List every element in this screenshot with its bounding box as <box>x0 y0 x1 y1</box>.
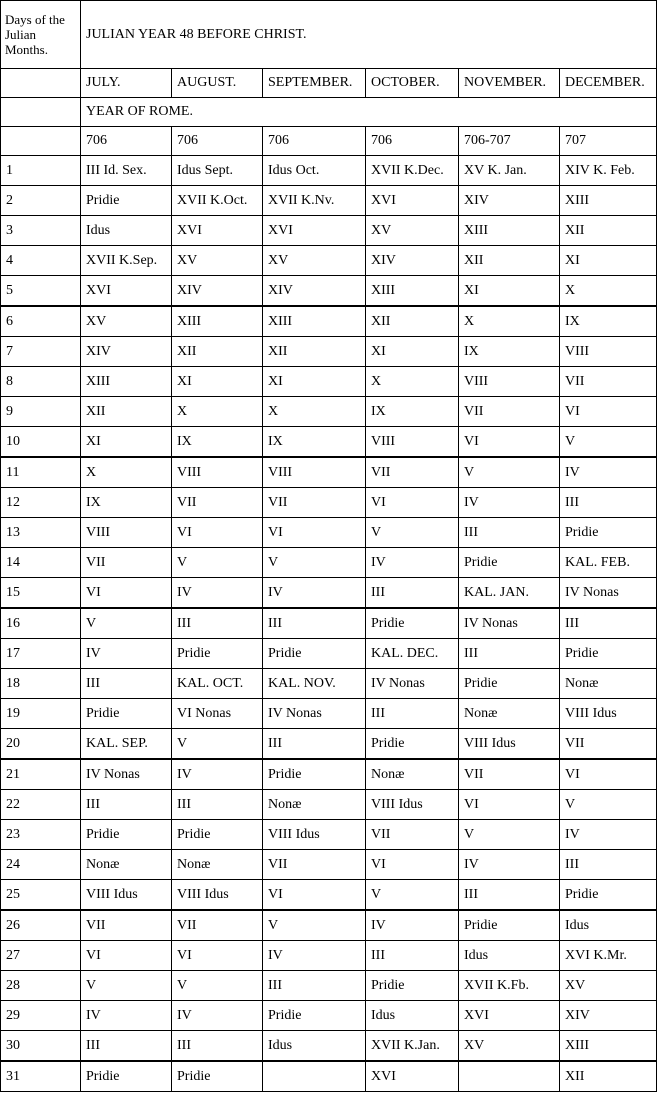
table-row <box>1 518 657 548</box>
date-cell-november: VI <box>459 790 560 820</box>
date-cell-july: IX <box>81 488 172 518</box>
date-cell-october: IV Nonas <box>366 669 459 699</box>
date-cell-november: IV Nonas <box>459 608 560 639</box>
date-cell-july: V <box>81 608 172 639</box>
date-cell-october: Pridie <box>366 729 459 760</box>
date-cell-july: Pridie <box>81 186 172 216</box>
year-october: 706 <box>366 127 459 156</box>
day-number: 31 <box>1 1061 81 1092</box>
month-header-december: DECEMBER. <box>560 69 657 98</box>
date-cell-september: XI <box>263 367 366 397</box>
date-cell-december: IV <box>560 820 657 850</box>
date-cell-july: IV <box>81 639 172 669</box>
date-cell-august: VI <box>172 941 263 971</box>
date-cell-december: VII <box>560 367 657 397</box>
year-label-empty <box>1 98 81 127</box>
date-cell-august: Nonæ <box>172 850 263 880</box>
date-cell-august: VII <box>172 488 263 518</box>
date-cell-september: XIV <box>263 276 366 307</box>
table-row <box>1 337 657 367</box>
date-cell-december: Nonæ <box>560 669 657 699</box>
date-cell-october: VI <box>366 488 459 518</box>
day-number: 28 <box>1 971 81 1001</box>
date-cell-october: XII <box>366 306 459 337</box>
date-cell-july: Pridie <box>81 1061 172 1092</box>
date-cell-september: VIII <box>263 457 366 488</box>
date-cell-november: Nonæ <box>459 699 560 729</box>
date-cell-december: IV <box>560 457 657 488</box>
day-number: 1 <box>1 156 81 186</box>
day-number: 16 <box>1 608 81 639</box>
date-cell-august: XIV <box>172 276 263 307</box>
date-cell-july: VI <box>81 941 172 971</box>
date-cell-september: XV <box>263 246 366 276</box>
date-cell-december: XII <box>560 1061 657 1092</box>
date-cell-july: III <box>81 790 172 820</box>
date-cell-august: XIII <box>172 306 263 337</box>
date-cell-july: Idus <box>81 216 172 246</box>
date-cell-november: Pridie <box>459 548 560 578</box>
date-cell-september: Idus <box>263 1031 366 1062</box>
day-number: 21 <box>1 759 81 790</box>
date-cell-december: V <box>560 790 657 820</box>
date-cell-july: XV <box>81 306 172 337</box>
date-cell-july: III <box>81 669 172 699</box>
date-cell-september: VIII Idus <box>263 820 366 850</box>
day-number: 24 <box>1 850 81 880</box>
table-row <box>1 850 657 880</box>
date-cell-september: Pridie <box>263 759 366 790</box>
table-row <box>1 639 657 669</box>
date-cell-october: XV <box>366 216 459 246</box>
date-cell-december: XVI K.Mr. <box>560 941 657 971</box>
date-cell-november: XVII K.Fb. <box>459 971 560 1001</box>
year-of-rome-row <box>1 98 657 127</box>
title-row <box>1 1 657 69</box>
date-cell-july: V <box>81 971 172 1001</box>
table-row <box>1 1001 657 1031</box>
date-cell-november: V <box>459 457 560 488</box>
date-cell-october: XIV <box>366 246 459 276</box>
date-cell-december: XIV K. Feb. <box>560 156 657 186</box>
date-cell-july: Nonæ <box>81 850 172 880</box>
date-cell-august: Pridie <box>172 820 263 850</box>
date-cell-september: XIII <box>263 306 366 337</box>
date-cell-november: XV <box>459 1031 560 1062</box>
month-header-october: OCTOBER. <box>366 69 459 98</box>
date-cell-december: VIII <box>560 337 657 367</box>
date-cell-december: KAL. FEB. <box>560 548 657 578</box>
date-cell-july: Pridie <box>81 699 172 729</box>
date-cell-september: XVII K.Nv. <box>263 186 366 216</box>
date-cell-august: IV <box>172 1001 263 1031</box>
date-cell-september: IV <box>263 578 366 609</box>
date-cell-september: XVI <box>263 216 366 246</box>
day-number: 20 <box>1 729 81 760</box>
date-cell-september: VI <box>263 518 366 548</box>
date-cell-october: VI <box>366 850 459 880</box>
date-cell-september: VII <box>263 850 366 880</box>
date-cell-october: III <box>366 578 459 609</box>
date-cell-july: XVII K.Sep. <box>81 246 172 276</box>
date-cell-october: VIII Idus <box>366 790 459 820</box>
day-number: 18 <box>1 669 81 699</box>
date-cell-november: Pridie <box>459 669 560 699</box>
date-cell-august: KAL. OCT. <box>172 669 263 699</box>
date-cell-august: XVI <box>172 216 263 246</box>
day-number: 9 <box>1 397 81 427</box>
date-cell-july: X <box>81 457 172 488</box>
date-cell-november: III <box>459 880 560 911</box>
date-cell-november: XII <box>459 246 560 276</box>
date-cell-september: Pridie <box>263 1001 366 1031</box>
date-cell-november: VI <box>459 427 560 458</box>
date-cell-november: XVI <box>459 1001 560 1031</box>
date-cell-october: V <box>366 518 459 548</box>
date-cell-october: XVI <box>366 1061 459 1092</box>
month-header-empty <box>1 69 81 98</box>
date-cell-december: VII <box>560 729 657 760</box>
table-row <box>1 759 657 790</box>
date-cell-august: XV <box>172 246 263 276</box>
date-cell-december: VI <box>560 397 657 427</box>
date-cell-december: XIII <box>560 1031 657 1062</box>
date-cell-november: VII <box>459 759 560 790</box>
date-cell-september: III <box>263 729 366 760</box>
date-cell-september: IV Nonas <box>263 699 366 729</box>
table-row <box>1 608 657 639</box>
date-cell-november: III <box>459 639 560 669</box>
month-header-july: JULY. <box>81 69 172 98</box>
date-cell-october: IV <box>366 910 459 941</box>
date-cell-november <box>459 1061 560 1092</box>
month-header-row <box>1 69 657 98</box>
date-cell-september: VII <box>263 488 366 518</box>
date-cell-september: III <box>263 971 366 1001</box>
date-cell-september: IV <box>263 941 366 971</box>
table-row <box>1 1061 657 1092</box>
date-cell-september: XII <box>263 337 366 367</box>
year-november: 706-707 <box>459 127 560 156</box>
table-row <box>1 156 657 186</box>
date-cell-july: XIV <box>81 337 172 367</box>
table-row <box>1 186 657 216</box>
table-row <box>1 820 657 850</box>
date-cell-august: VI <box>172 518 263 548</box>
date-cell-november: XIV <box>459 186 560 216</box>
day-number: 11 <box>1 457 81 488</box>
date-cell-july: IV <box>81 1001 172 1031</box>
day-number: 27 <box>1 941 81 971</box>
date-cell-september: IX <box>263 427 366 458</box>
date-cell-august: V <box>172 729 263 760</box>
date-cell-july: VII <box>81 910 172 941</box>
table-row <box>1 306 657 337</box>
year-august: 706 <box>172 127 263 156</box>
date-cell-august: III <box>172 790 263 820</box>
date-cell-september: Nonæ <box>263 790 366 820</box>
table-row <box>1 246 657 276</box>
date-cell-july: IV Nonas <box>81 759 172 790</box>
date-cell-august: XI <box>172 367 263 397</box>
day-number: 12 <box>1 488 81 518</box>
date-cell-december: Pridie <box>560 639 657 669</box>
date-cell-october: VIII <box>366 427 459 458</box>
date-cell-december: IV Nonas <box>560 578 657 609</box>
date-cell-november: IX <box>459 337 560 367</box>
day-number: 8 <box>1 367 81 397</box>
date-cell-december: Pridie <box>560 880 657 911</box>
date-cell-july: VIII Idus <box>81 880 172 911</box>
date-cell-july: XIII <box>81 367 172 397</box>
date-cell-july: VII <box>81 548 172 578</box>
date-cell-october: KAL. DEC. <box>366 639 459 669</box>
table-row <box>1 397 657 427</box>
date-cell-november: VIII Idus <box>459 729 560 760</box>
date-cell-august: IX <box>172 427 263 458</box>
date-cell-november: Pridie <box>459 910 560 941</box>
day-number: 5 <box>1 276 81 307</box>
date-cell-august: X <box>172 397 263 427</box>
day-number: 4 <box>1 246 81 276</box>
date-cell-september: KAL. NOV. <box>263 669 366 699</box>
date-cell-july: XVI <box>81 276 172 307</box>
date-cell-december: VIII Idus <box>560 699 657 729</box>
date-cell-october: X <box>366 367 459 397</box>
month-header-november: NOVEMBER. <box>459 69 560 98</box>
date-cell-october: IX <box>366 397 459 427</box>
year-september: 706 <box>263 127 366 156</box>
date-cell-december: XI <box>560 246 657 276</box>
date-cell-december: Pridie <box>560 518 657 548</box>
year-july: 706 <box>81 127 172 156</box>
date-cell-november: XV K. Jan. <box>459 156 560 186</box>
day-number: 14 <box>1 548 81 578</box>
corner-label: Days of the Julian Months. <box>1 1 81 69</box>
table-row <box>1 910 657 941</box>
day-number: 19 <box>1 699 81 729</box>
date-cell-november: VII <box>459 397 560 427</box>
date-cell-december: XV <box>560 971 657 1001</box>
date-cell-october: XVII K.Dec. <box>366 156 459 186</box>
month-header-september: SEPTEMBER. <box>263 69 366 98</box>
table-row <box>1 216 657 246</box>
date-cell-august: Idus Sept. <box>172 156 263 186</box>
day-number: 10 <box>1 427 81 458</box>
date-cell-november: XIII <box>459 216 560 246</box>
date-cell-november: IV <box>459 850 560 880</box>
date-cell-august: VIII <box>172 457 263 488</box>
date-cell-september: V <box>263 910 366 941</box>
table-row <box>1 669 657 699</box>
date-cell-november: V <box>459 820 560 850</box>
date-cell-july: KAL. SEP. <box>81 729 172 760</box>
table-row <box>1 941 657 971</box>
date-cell-october: XI <box>366 337 459 367</box>
date-cell-december: VI <box>560 759 657 790</box>
year-values-row <box>1 127 657 156</box>
date-cell-august: XII <box>172 337 263 367</box>
date-cell-december: Idus <box>560 910 657 941</box>
date-cell-september: Pridie <box>263 639 366 669</box>
day-number: 13 <box>1 518 81 548</box>
day-number: 3 <box>1 216 81 246</box>
day-number: 23 <box>1 820 81 850</box>
date-cell-october: XIII <box>366 276 459 307</box>
date-cell-september: X <box>263 397 366 427</box>
table-row <box>1 1031 657 1062</box>
date-cell-november: X <box>459 306 560 337</box>
date-cell-december: X <box>560 276 657 307</box>
date-cell-october: Pridie <box>366 608 459 639</box>
date-cell-september: V <box>263 548 366 578</box>
date-cell-july: XII <box>81 397 172 427</box>
day-number: 25 <box>1 880 81 911</box>
date-cell-september: III <box>263 608 366 639</box>
date-cell-november: IV <box>459 488 560 518</box>
table-row <box>1 699 657 729</box>
date-cell-october: Nonæ <box>366 759 459 790</box>
table-row <box>1 457 657 488</box>
day-number: 22 <box>1 790 81 820</box>
date-cell-august: VI Nonas <box>172 699 263 729</box>
table-row <box>1 427 657 458</box>
day-number: 30 <box>1 1031 81 1062</box>
date-cell-november: III <box>459 518 560 548</box>
year-values-empty <box>1 127 81 156</box>
table-row <box>1 971 657 1001</box>
date-cell-december: III <box>560 488 657 518</box>
date-cell-december: XII <box>560 216 657 246</box>
day-number: 7 <box>1 337 81 367</box>
table-row <box>1 880 657 911</box>
date-cell-july: VI <box>81 578 172 609</box>
table-row <box>1 729 657 760</box>
date-cell-august: Pridie <box>172 1061 263 1092</box>
month-header-august: AUGUST. <box>172 69 263 98</box>
date-cell-october: IV <box>366 548 459 578</box>
date-cell-december: III <box>560 850 657 880</box>
date-cell-october: VII <box>366 457 459 488</box>
date-cell-august: V <box>172 548 263 578</box>
date-cell-december: III <box>560 608 657 639</box>
date-cell-july: III <box>81 1031 172 1062</box>
table-row <box>1 488 657 518</box>
date-cell-october: VII <box>366 820 459 850</box>
date-cell-october: XVII K.Jan. <box>366 1031 459 1062</box>
date-cell-august: III <box>172 608 263 639</box>
date-cell-december: XIII <box>560 186 657 216</box>
day-number: 26 <box>1 910 81 941</box>
table-row <box>1 790 657 820</box>
day-number: 29 <box>1 1001 81 1031</box>
date-cell-september: Idus Oct. <box>263 156 366 186</box>
date-cell-november: KAL. JAN. <box>459 578 560 609</box>
date-cell-november: Idus <box>459 941 560 971</box>
date-cell-october: III <box>366 941 459 971</box>
day-number: 15 <box>1 578 81 609</box>
year-december: 707 <box>560 127 657 156</box>
date-cell-october: Idus <box>366 1001 459 1031</box>
date-cell-december: IX <box>560 306 657 337</box>
day-number: 17 <box>1 639 81 669</box>
table-row <box>1 276 657 307</box>
date-cell-december: XIV <box>560 1001 657 1031</box>
date-cell-october: Pridie <box>366 971 459 1001</box>
date-cell-july: Pridie <box>81 820 172 850</box>
date-cell-august: IV <box>172 759 263 790</box>
date-cell-november: XI <box>459 276 560 307</box>
date-cell-july: III Id. Sex. <box>81 156 172 186</box>
date-cell-august: XVII K.Oct. <box>172 186 263 216</box>
date-cell-july: VIII <box>81 518 172 548</box>
day-number: 2 <box>1 186 81 216</box>
date-cell-october: III <box>366 699 459 729</box>
table-row <box>1 578 657 609</box>
year-of-rome-label: YEAR OF ROME. <box>81 98 657 127</box>
date-cell-august: Pridie <box>172 639 263 669</box>
date-cell-august: III <box>172 1031 263 1062</box>
date-cell-september <box>263 1061 366 1092</box>
date-cell-september: VI <box>263 880 366 911</box>
table-row <box>1 367 657 397</box>
table-row <box>1 548 657 578</box>
date-cell-november: VIII <box>459 367 560 397</box>
date-cell-october: V <box>366 880 459 911</box>
day-number: 6 <box>1 306 81 337</box>
table-title: JULIAN YEAR 48 BEFORE CHRIST. <box>81 1 657 69</box>
date-cell-august: VII <box>172 910 263 941</box>
date-cell-july: XI <box>81 427 172 458</box>
date-cell-august: V <box>172 971 263 1001</box>
date-cell-december: V <box>560 427 657 458</box>
date-cell-august: VIII Idus <box>172 880 263 911</box>
date-cell-october: XVI <box>366 186 459 216</box>
date-cell-august: IV <box>172 578 263 609</box>
